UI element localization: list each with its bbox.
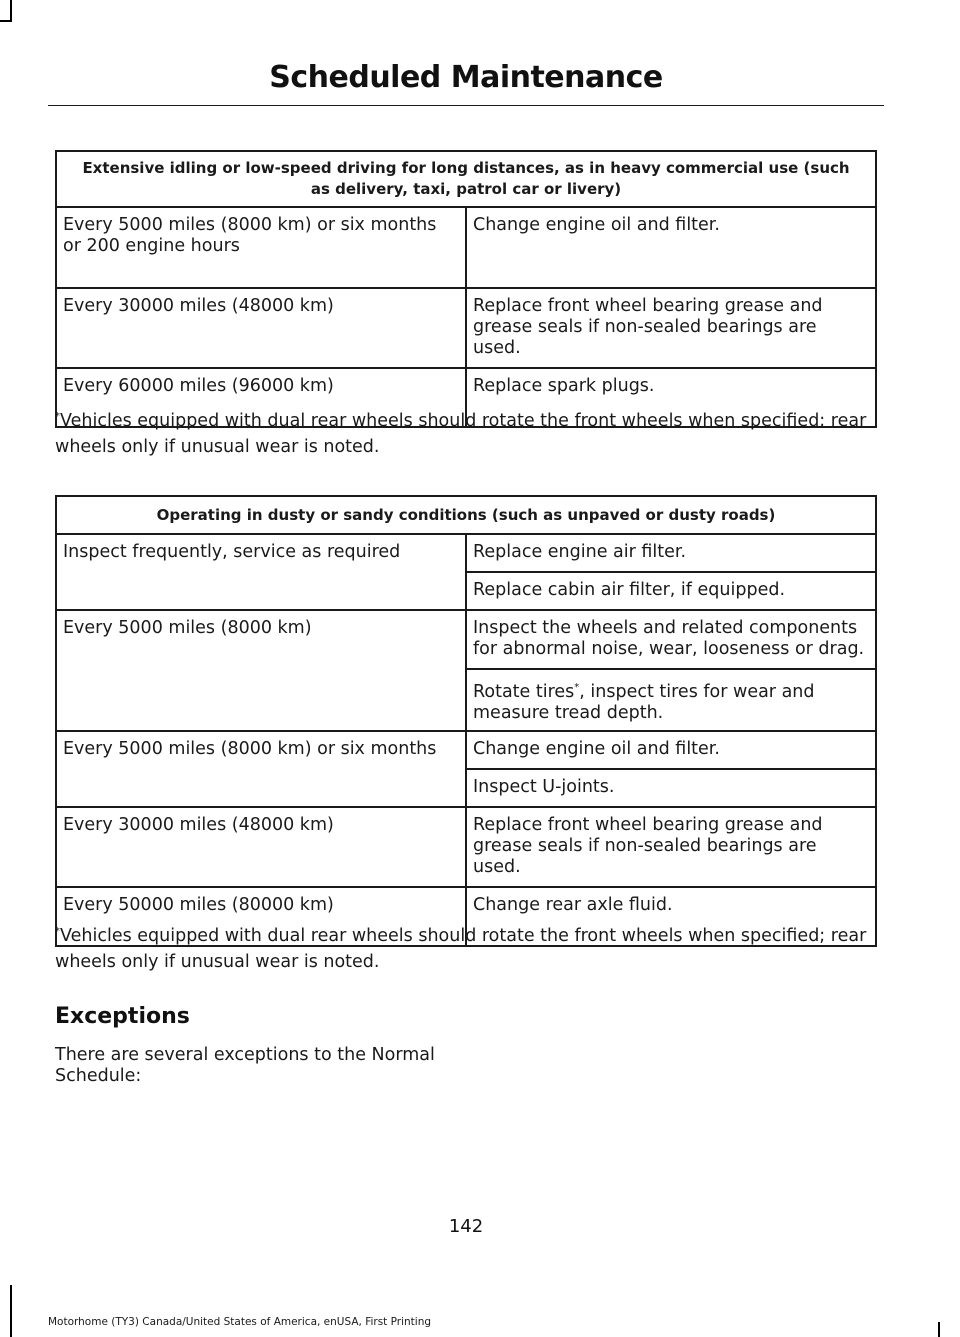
- action-cell: Replace engine air filter.: [466, 534, 876, 572]
- rotate-tires-text: Rotate tires: [473, 682, 575, 702]
- maintenance-table-dusty-conditions: [55, 495, 877, 947]
- interval-cell: Every 30000 miles (48000 km): [56, 807, 466, 887]
- crop-mark-top-left: [0, 20, 12, 22]
- page-number: 142: [448, 1216, 484, 1237]
- action-cell: Replace front wheel bearing grease and grease seals if non-sealed bearings are used.: [466, 807, 876, 887]
- header-divider: [48, 105, 884, 106]
- footnote-text: Vehicles equipped with dual rear wheels should rotate the front wheels when specified; rear wheels only if unusual wear is noted.: [55, 926, 867, 972]
- section-heading-exceptions: Exceptions: [55, 1004, 190, 1029]
- action-cell: [466, 669, 876, 731]
- maintenance-table-heavy-use: [55, 150, 877, 428]
- table-row: [56, 610, 876, 669]
- footnote-mark: *: [55, 926, 60, 938]
- action-cell: Change rear axle fluid.: [466, 887, 876, 946]
- action-cell: Replace spark plugs.: [466, 368, 876, 427]
- table-heading: Operating in dusty or sandy conditions (such as unpaved or dusty roads): [56, 496, 876, 534]
- action-cell: Change engine oil and filter.: [466, 731, 876, 769]
- footnote-text: Vehicles equipped with dual rear wheels should rotate the front wheels when specified; rear wheels only if unusual wear is noted.: [55, 411, 867, 457]
- rotate-tires-text-rest: , inspect tires for wear and measure tread depth.: [473, 682, 815, 723]
- interval-cell: Every 5000 miles (8000 km) or six months: [56, 731, 466, 807]
- table-row: [56, 731, 876, 769]
- action-cell: Replace cabin air filter, if equipped.: [466, 572, 876, 610]
- footnote: [55, 923, 881, 975]
- table-row: [56, 288, 876, 368]
- footer-printing-info: Motorhome (TY3) Canada/United States of America, enUSA, First Printing: [48, 1316, 432, 1328]
- interval-cell: Every 5000 miles (8000 km) or six months or 200 engine hours: [56, 207, 466, 288]
- action-cell: Inspect U-joints.: [466, 769, 876, 807]
- table-heading: Extensive idling or low-speed driving for long distances, as in heavy commercial use (such as delivery, taxi, patrol car or livery): [56, 151, 876, 207]
- table-row: [56, 534, 876, 572]
- page-title: Scheduled Maintenance: [269, 60, 663, 95]
- interval-cell: Inspect frequently, service as required: [56, 534, 466, 610]
- crop-mark-bottom-right: [938, 1322, 940, 1337]
- footnote: [55, 408, 881, 460]
- table-row: [56, 207, 876, 288]
- footnote-mark: *: [55, 411, 60, 423]
- interval-cell: Every 30000 miles (48000 km): [56, 288, 466, 368]
- footnote-mark: *: [574, 682, 580, 694]
- interval-cell: Every 5000 miles (8000 km): [56, 610, 466, 731]
- interval-cell: Every 60000 miles (96000 km): [56, 368, 466, 427]
- crop-mark-bottom-left: [10, 1285, 12, 1337]
- action-cell: Inspect the wheels and related components for abnormal noise, wear, looseness or drag.: [466, 610, 876, 669]
- action-cell: Change engine oil and filter.: [466, 207, 876, 288]
- crop-mark-top-left: [10, 0, 12, 22]
- exceptions-paragraph: There are several exceptions to the Normal Schedule:: [55, 1045, 435, 1086]
- table-row: [56, 807, 876, 887]
- action-cell: Replace front wheel bearing grease and grease seals if non-sealed bearings are used.: [466, 288, 876, 368]
- interval-cell: Every 50000 miles (80000 km): [56, 887, 466, 946]
